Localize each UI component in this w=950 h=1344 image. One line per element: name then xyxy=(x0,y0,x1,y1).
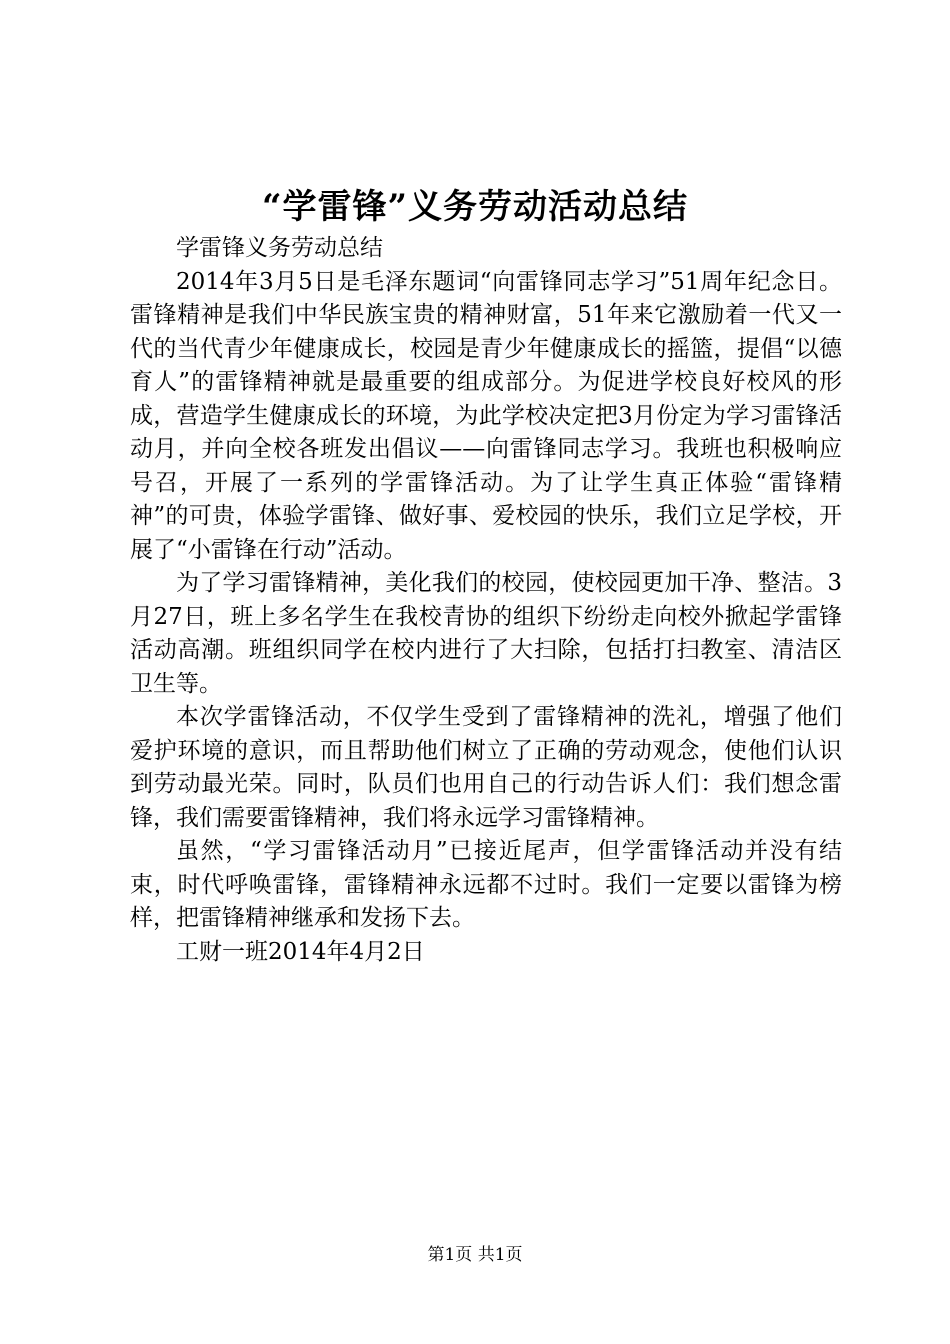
body-paragraph-4: 虽然，“学习雷锋活动月”已接近尾声，但学雷锋活动并没有结束，时代呼唤雷锋，雷锋精神永远都不过时。我们一定要以雷锋为榜样，把雷锋精神继承和发扬下去。 xyxy=(130,838,842,931)
body-paragraph-2: 为了学习雷锋精神，美化我们的校园，使校园更加干净、整洁。3月27日，班上多名学生在我校青协的组织下纷纷走向校外掀起学雷锋活动高潮。班组织同学在校内进行了大扫除，包括打扫教室、清洁区卫生等。 xyxy=(130,570,842,697)
document-body xyxy=(130,232,842,969)
signature-date: 工财一班2014年4月2日 xyxy=(176,938,425,965)
subtitle-paragraph: 学雷锋义务劳动总结 xyxy=(176,235,383,261)
page-footer: 第1页 共1页 xyxy=(427,1245,523,1265)
body-paragraph-3: 本次学雷锋活动，不仅学生受到了雷锋精神的洗礼，增强了他们爱护环境的意识，而且帮助他们树立了正确的劳动观念，使他们认识到劳动最光荣。同时，队员们也用自己的行动告诉人们：我们想念雷锋，我们需要雷锋精神，我们将永远学习雷锋精神。 xyxy=(130,704,842,831)
document-title: “学雷锋”义务劳动活动总结 xyxy=(261,187,689,227)
body-paragraph-1: 2014年3月5日是毛泽东题词“向雷锋同志学习”51周年纪念日。雷锋精神是我们中华民族宝贵的精神财富，51年来它激励着一代又一代的当代青少年健康成长，校园是青少年健康成长的摇篮，提倡“以德育人”的雷锋精神就是最重要的组成部分。为促进学校良好校风的形成，营造学生健康成长的环境，为此学校决定把3月份定为学习雷锋活动月，并向全校各班发出倡议——向雷锋同志学习。我班也积极响应号召，开展了一系列的学雷锋活动。为了让学生真正体验“雷锋精神”的可贵，体验学雷锋、做好事、爱校园的快乐，我们立足学校，开展了“小雷锋在行动”活动。 xyxy=(130,268,842,563)
